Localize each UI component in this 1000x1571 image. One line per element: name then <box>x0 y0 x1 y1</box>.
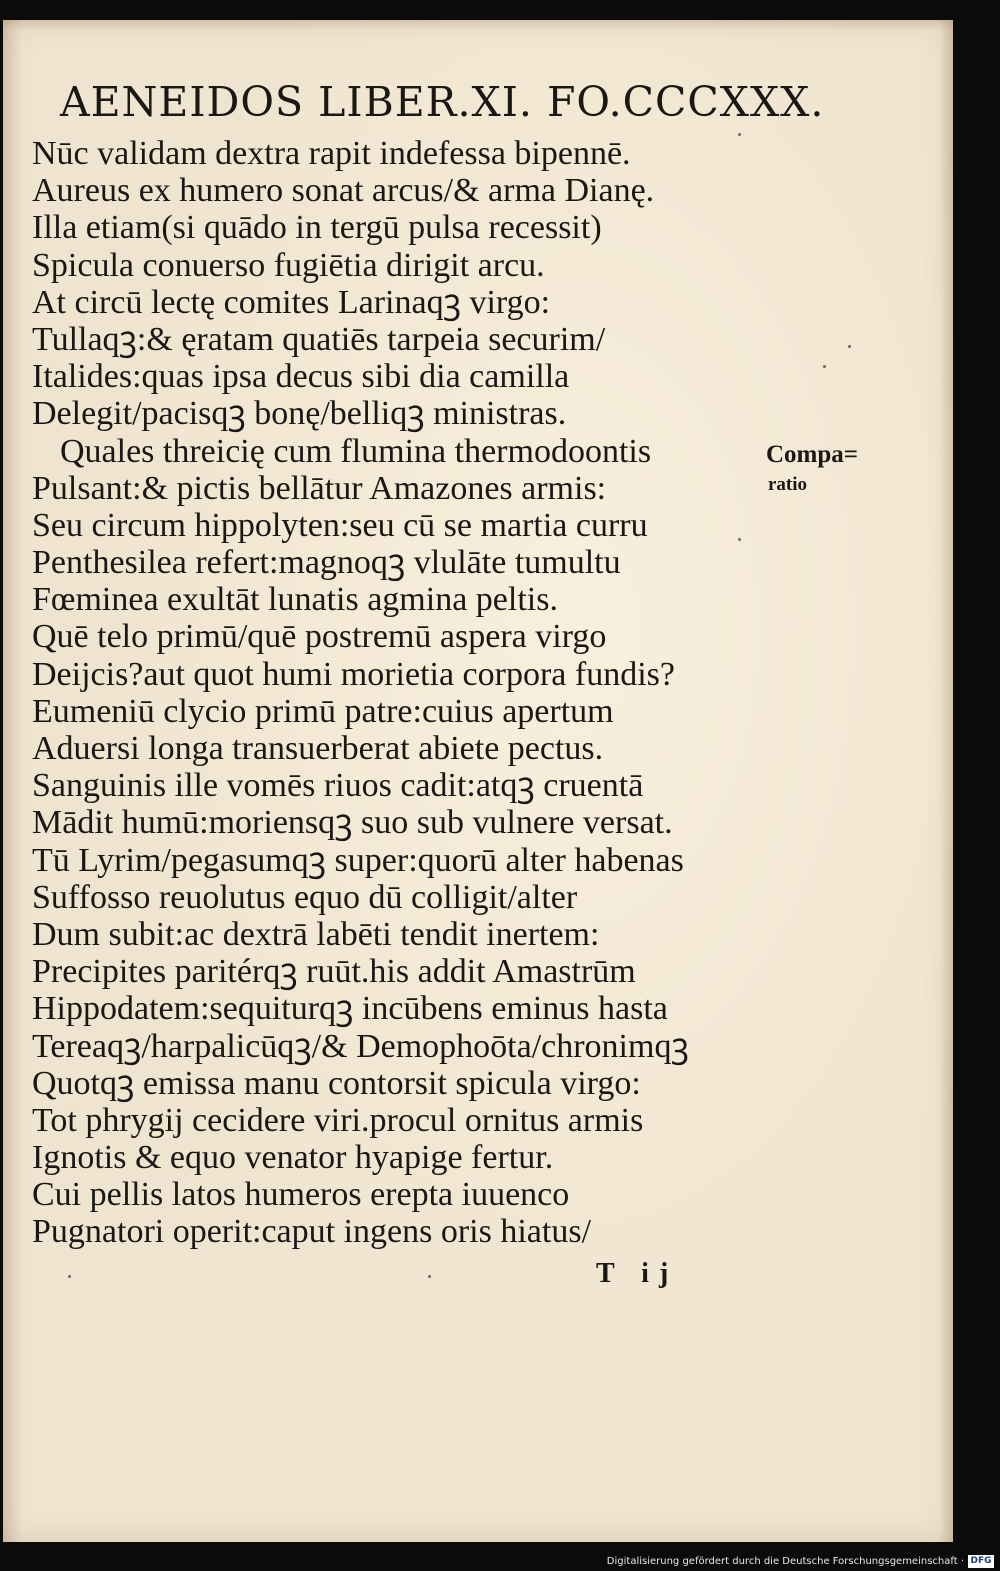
verse-line: Pulsant:& pictis bellātur Amazones armis: <box>32 469 607 507</box>
verse-line: Tot phrygij cecidere viri.procul ornitus armis <box>32 1101 644 1139</box>
verse-line: Dum subit:ac dextrā labēti tendit inertem: <box>32 915 600 953</box>
marginal-note <box>766 440 858 500</box>
verse-block <box>32 135 772 1251</box>
running-header: AENEIDOS LIBER.XI. FO.CCCXXX. <box>60 78 825 126</box>
verse-line: Ignotis & equo venator hyapige fertur. <box>32 1139 554 1177</box>
ink-speck <box>823 365 826 368</box>
verse-line: Spicula conuerso fugiētia dirigit arcu. <box>32 246 545 284</box>
verse-line: Tū Lyrim/pegasumqꝫ super:quorū alter habenas <box>32 841 684 879</box>
verse-line: Hippodatem:sequiturqꝫ incūbens eminus hasta <box>32 990 668 1028</box>
verse-line: Mādit humū:moriensqꝫ suo sub vulnere versat. <box>32 804 673 842</box>
marginal-note-line: ratio <box>768 474 808 495</box>
ink-speck <box>848 345 851 348</box>
verse-line: Seu circum hippolyten:seu cū se martia curru <box>32 506 648 544</box>
marginal-note-line: Compa= <box>766 441 859 468</box>
verse-line: Quales threicię cum flumina thermodoontis <box>60 432 652 470</box>
verse-line: Deijcis?aut quot humi morietia corpora fundis? <box>32 655 675 693</box>
verse-line: Eumeniū clycio primū patre:cuius apertum <box>32 692 614 730</box>
verse-line: Nūc validam dextra rapit indefessa bipennē. <box>32 135 631 172</box>
ink-speck <box>428 1275 431 1278</box>
verse-line: At circū lectę comites Larinaqꝫ virgo: <box>32 283 551 321</box>
verse-line: Fœminea exultāt lunatis agmina peltis. <box>32 581 558 619</box>
verse-line: Aureus ex humero sonat arcus/& arma Dianę. <box>32 172 655 210</box>
ink-speck <box>68 1275 71 1278</box>
verse-line: Delegit/pacisqꝫ bonę/belliqꝫ ministras. <box>32 395 567 433</box>
verse-line: Italides:quas ipsa decus sibi dia camilla <box>32 358 570 396</box>
verse-line: Sanguinis ille vomēs riuos cadit:atqꝫ cruentā <box>32 767 644 805</box>
signature-mark: T ij <box>596 1258 679 1289</box>
verse-line: Tereaqꝫ/harpalicūqꝫ/& Demophoōta/chronimqꝫ <box>32 1027 689 1065</box>
verse-line: Illa etiam(si quādo in tergū pulsa recessit) <box>32 209 602 247</box>
verse-line: Tullaqꝫ:& ęratam quatiēs tarpeia securim/ <box>32 320 606 358</box>
verse-line: Penthesilea refert:magnoqꝫ vlulāte tumultu <box>32 544 621 582</box>
dfg-logo: DFG <box>968 1555 994 1568</box>
verse-line: Suffosso reuolutus equo dū colligit/alter <box>32 878 578 916</box>
verse-line: Pugnatori operit:caput ingens oris hiatus/ <box>32 1213 592 1251</box>
verse-line: Quotqꝫ emissa manu contorsit spicula virgo: <box>32 1064 641 1102</box>
digitization-credit: Digitalisierung gefördert durch die Deutsche Forschungsgemeinschaft · <box>606 1556 964 1567</box>
verse-line: Quē telo primū/quē postremū aspera virgo <box>32 618 607 656</box>
verse-line: Precipites paritérqꝫ ruūt.his addit Amastrūm <box>32 953 636 991</box>
verse-line: Cui pellis latos humeros erepta iuuenco <box>32 1176 570 1214</box>
verse-line: Aduersi longa transuerberat abiete pectus. <box>32 730 604 767</box>
